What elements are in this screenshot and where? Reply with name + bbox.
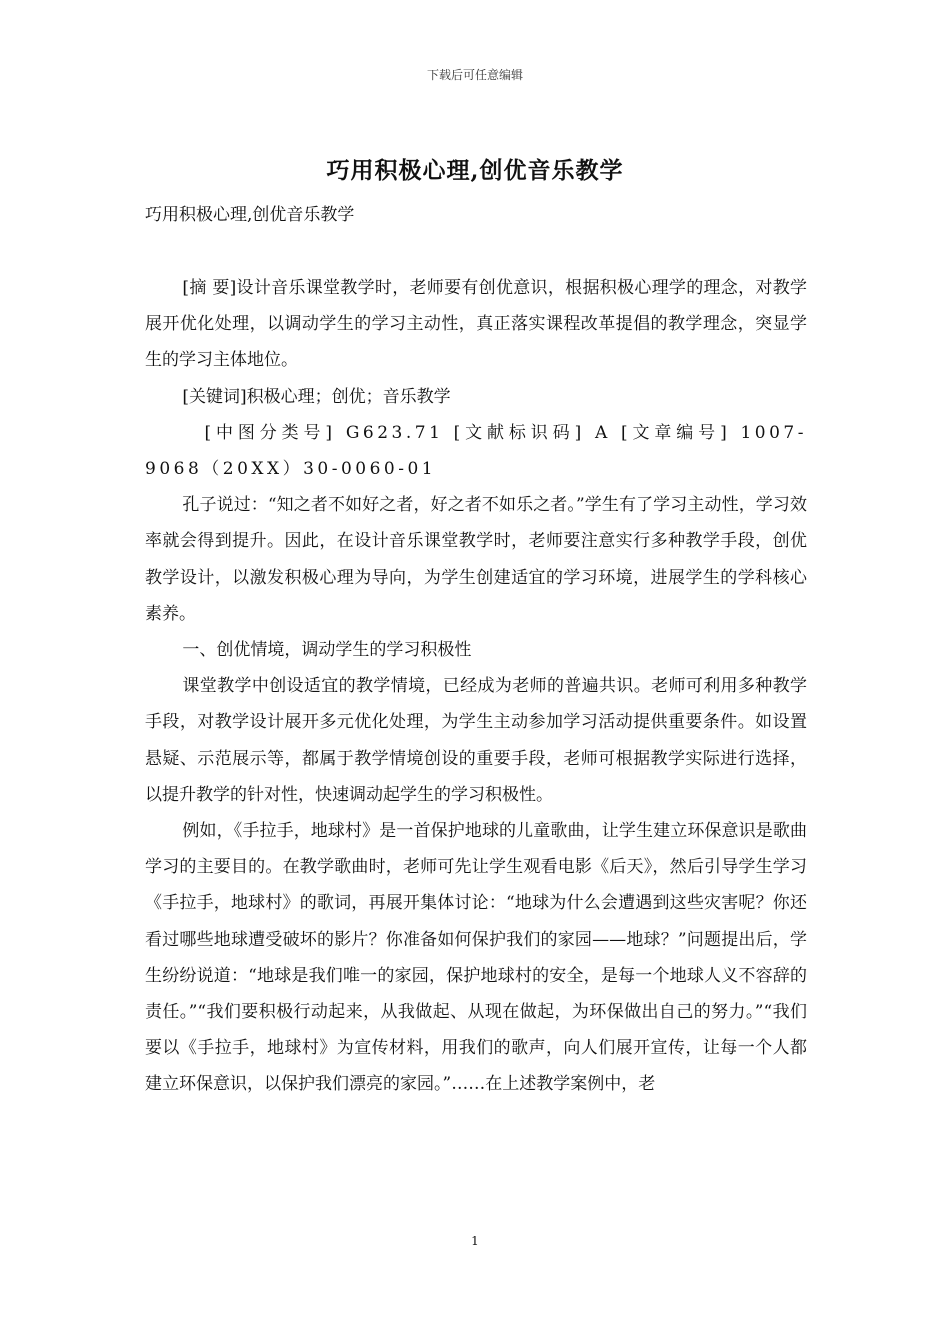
- document-title: 巧用积极心理,创优音乐教学: [326, 157, 624, 184]
- classification-paragraph: [中图分类号] G623.71 [文献标识码] A [文章编号] 1007-9068（20XX）30-0060-01: [145, 422, 807, 480]
- body-paragraph: 孔子说过：“知之者不如好之者，好之者不如乐之者。”学生有了学习主动性，学习效率就会得到提升。因此，在设计音乐课堂教学时，老师要注意实行多种教学手段，创优教学设计，以激发积极心理为导向，为学生创建适宜的学习环境，进展学生的学科核心素养。: [145, 495, 807, 624]
- section-heading: 一、创优情境，调动学生的学习积极性: [182, 640, 472, 661]
- page-number: 1: [471, 1234, 479, 1248]
- page-header: 下载后可任意编辑: [426, 68, 523, 82]
- body-paragraph: 课堂教学中创设适宜的教学情境，已经成为老师的普遍共识。老师可利用多种教学手段，对教学设计展开多元优化处理，为学生主动参加学习活动提供重要条件。如设置悬疑、示范展示等，都属于教学情境创设的重要手段，老师可根据教学实际进行选择，以提升教学的针对性，快速调动起学生的学习积极性。: [145, 676, 807, 805]
- body-paragraph: 例如，《手拉手，地球村》是一首保护地球的儿童歌曲，让学生建立环保意识是歌曲学习的主要目的。在教学歌曲时，老师可先让学生观看电影《后天》，然后引导学生学习《手拉手，地球村》的歌词，再展开集体讨论：“地球为什么会遭遇到这些灾害呢？你还看过哪些地球遭受破坏的影片？你准备如何保护我们的家园——地球？”问题提出后，学生纷纷说道：“地球是我们唯一的家园，保护地球村的安全，是每一个地球人义不容辞的责任。”“我们要积极行动起来，从我做起、从现在做起，为环保做出自己的努力。”“我们要以《手拉手，地球村》为宣传材料，用我们的歌声，向人们展开宣传，让每一个人都建立环保意识，以保护我们漂亮的家园。”……在上述教学案例中，老: [145, 821, 807, 1095]
- keywords-paragraph: [关键词]积极心理；创优；音乐教学: [182, 386, 451, 407]
- document-body: [145, 270, 807, 1103]
- document-subtitle: 巧用积极心理,创优音乐教学: [145, 205, 355, 225]
- abstract-paragraph: [摘 要]设计音乐课堂教学时，老师要有创优意识，根据积极心理学的理念，对教学展开优化处理，以调动学生的学习主动性，真正落实课程改革提倡的教学理念，突显学生的学习主体地位。: [145, 278, 807, 371]
